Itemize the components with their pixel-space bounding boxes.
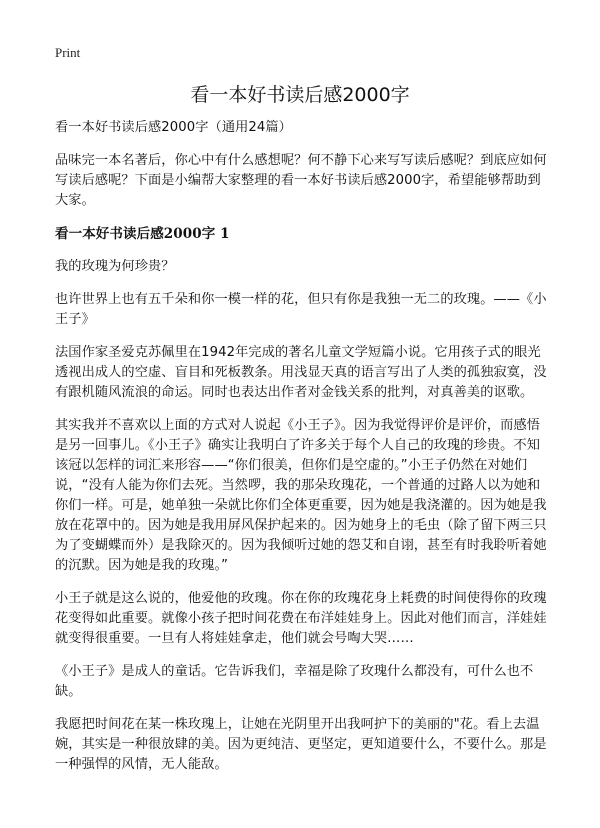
print-link[interactable]: Print: [55, 45, 81, 60]
paragraph: 我愿把时间花在某一株玫瑰上，让她在光阴里开出我呵护下的美丽的"花。看上去温婉，其实是一种很放肆的美。因为更纯洁、更坚定，更知道要什么，不要什么。那是一种强悍的风情，无人能敌。: [55, 717, 547, 772]
paragraph: 《小王子》是成人的童话。它告诉我们，幸福是除了玫瑰什么都没有，可什么也不缺。: [55, 664, 534, 699]
paragraph: 也许世界上也有五千朵和你一模一样的花，但只有你是我独一无二的玫瑰。——《小王子》: [55, 292, 547, 327]
article-subtitle: 看一本好书读后感2000字（通用24篇）: [55, 120, 292, 135]
intro-paragraph: 品味完一本名著后，你心中有什么感想呢？何不静下心来写写读后感呢？到底应如何写读后感呢？下面是小编帮大家整理的看一本好书读后感2000字，希望能够帮助到大家。: [55, 153, 547, 208]
page-title: 看一本好书读后感2000字: [190, 84, 410, 106]
paragraph: 我的玫瑰为何珍贵？: [55, 259, 175, 274]
paragraph: 小王子就是这么说的，他爱他的玫瑰。你在你的玫瑰花身上耗费的时间使得你的玫瑰花变得如此重要。就像小孩子把时间花费在布洋娃娃身上。因此对他们而言，洋娃娃就变得很重要。一旦有人将娃娃拿走，他们就会号啕大哭……: [55, 591, 547, 646]
paragraph: 法国作家圣爱克苏佩里在1942年完成的著名儿童文学短篇小说。它用孩子式的眼光透视出成人的空虚、盲目和死板教条。用浅显天真的语言写出了人类的孤独寂寞，没有跟机随风流浪的命运。同时也表达出作者对金钱关系的批判，对真善美的讴歌。: [55, 345, 547, 400]
article-body: [55, 118, 550, 788]
paragraph: 其实我并不喜欢以上面的方式对人说起《小王子》。因为我觉得评价是评价，而感悟是另一回事儿。《小王子》确实让我明白了许多关于每个人自己的玫瑰的珍贵。不知该冠以怎样的词汇来形容——“你们很美，但你们是空虚的。”小王子仍然在对她们说，“没有人能为你们去死。当然啰，我的那朵玫瑰花，一个普通的过路人以为她和你们一样。可是，她单独一朵就比你们全体更重要，因为她是我浇灌的。因为她是我放在花罩中的。因为她是我用屏风保护起来的。因为她身上的毛虫（除了留下两三只为了变蝴蝶而外）是我除灭的。因为我倾听过她的怨艾和自诩，甚至有时我聆听着她的沉默。因为她是我的玫瑰。”: [55, 418, 547, 573]
section-heading: 看一本好书读后感2000字 1: [55, 226, 230, 242]
